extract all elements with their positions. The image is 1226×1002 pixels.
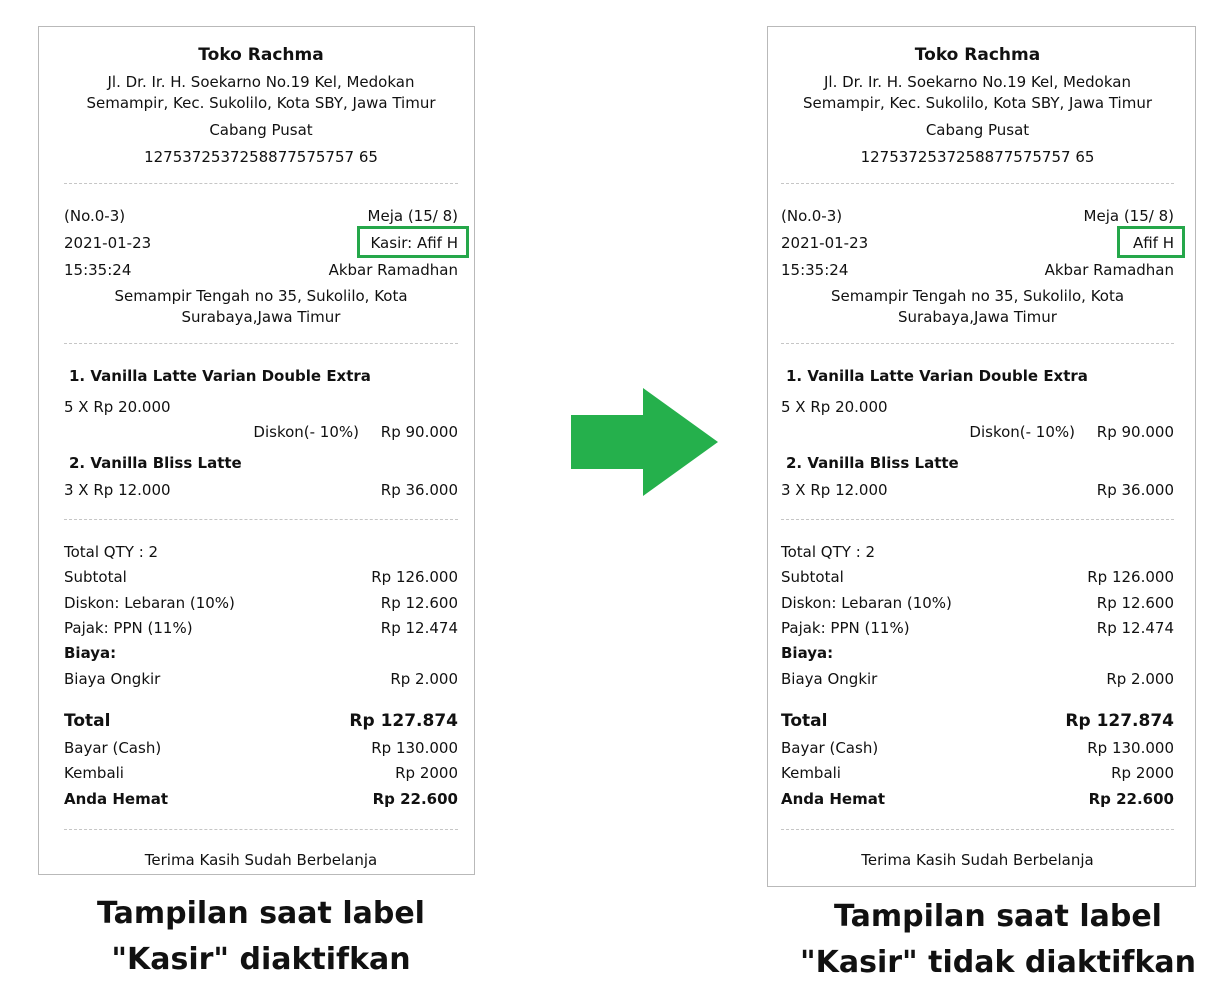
divider xyxy=(64,829,458,830)
store-branch: Cabang Pusat xyxy=(925,121,1030,139)
caption-line2: "Kasir" tidak diaktifkan xyxy=(799,945,1197,980)
item-discount: Diskon(- 10%) xyxy=(253,423,359,441)
caption-line1: Tampilan saat label xyxy=(834,899,1162,934)
item-name: 2. Vanilla Bliss Latte xyxy=(69,454,242,472)
store-address-line2: Semampir, Kec. Sukolilo, Kota SBY, Jawa Timur xyxy=(86,94,436,112)
order-time: 15:35:24 xyxy=(64,261,132,279)
store-name: Toko Rachma xyxy=(914,45,1041,65)
table-number: Meja (15/ 8) xyxy=(1083,207,1174,225)
cashier-highlight-box xyxy=(1117,226,1185,258)
arrow-right-icon xyxy=(571,388,719,498)
order-time: 15:35:24 xyxy=(781,261,849,279)
item-name: 1. Vanilla Latte Varian Double Extra xyxy=(69,367,371,385)
receipt-kasir-enabled: Toko Rachma Jl. Dr. Ir. H. Soekarno No.19 Kel, Medokan Semampir, Kec. Sukolilo, Kota SBY, Jawa Timur Cabang Pusat 1275372537258877575757 65 (No.0-3) Meja (15/ 8) 2021-01-23 Kasir: Afif H 15:35:24 Akbar Ramadhan Semampir Tengah no 35, Sukolilo, Kota Surabaya,Jawa Timur 1. Vanilla Latte Varian Double Extra 5 X Rp 20.000 Diskon(- 10%) Rp 90.000 2. Vanilla Bliss Latte 3 X Rp 12.000 Rp 36.000 Total QTY : 2 Subtotal Rp 126.000 Diskon: Lebaran (10%) Rp 12.600 Pajak: PPN (11%) Rp 12.474 Biaya: Biaya Ongkir Rp 2.000 Total Rp 127.874 Bayar (Cash) Rp 130.000 Kembali Rp 2000 Anda Hemat Rp 22.600 Terima Kasih Sudah Berbelanja xyxy=(38,26,475,875)
customer-name: Akbar Ramadhan xyxy=(328,261,458,279)
item-discount: Diskon(- 10%) xyxy=(969,423,1075,441)
store-branch: Cabang Pusat xyxy=(209,121,313,139)
caption-line1: Tampilan saat label xyxy=(97,896,425,931)
caption-line2: "Kasir" diaktifkan xyxy=(111,942,411,977)
customer-name: Akbar Ramadhan xyxy=(1044,261,1174,279)
item-qty-price: 3 X Rp 12.000 xyxy=(64,481,171,499)
divider xyxy=(64,343,458,344)
item-amount: Rp 36.000 xyxy=(1096,481,1174,499)
order-date: 2021-01-23 xyxy=(781,234,869,252)
divider xyxy=(781,343,1174,344)
store-name: Toko Rachma xyxy=(198,45,324,65)
item-qty-price: 3 X Rp 12.000 xyxy=(781,481,888,499)
divider xyxy=(781,183,1174,184)
order-date: 2021-01-23 xyxy=(64,234,152,252)
cashier-name: Afif H xyxy=(1132,234,1174,252)
item-amount: Rp 90.000 xyxy=(1096,423,1174,441)
order-number: (No.0-3) xyxy=(781,207,843,225)
store-address-line1: Jl. Dr. Ir. H. Soekarno No.19 Kel, Medokan xyxy=(824,73,1131,91)
receipt-kasir-disabled: Toko Rachma Jl. Dr. Ir. H. Soekarno No.19 Kel, Medokan Semampir, Kec. Sukolilo, Kota SBY, Jawa Timur Cabang Pusat 1275372537258877575757 65 (No.0-3) Meja (15/ 8) 2021-01-23 Afif H 15:35:24 Akbar Ramadhan Semampir Tengah no 35, Sukolilo, Kota Surabaya,Jawa Timur 1. Vanilla Latte Varian Double Extra 5 X Rp 20.000 Diskon(- 10%) Rp 90.000 2. Vanilla Bliss Latte 3 X Rp 12.000 Rp 36.000 Total QTY : 2 Subtotal Rp 126.000 Diskon: Lebaran (10%) Rp 12.600 Pajak: PPN (11%) Rp 12.474 Biaya: Biaya Ongkir Rp 2.000 Total Rp 127.874 Bayar (Cash) Rp 130.000 Kembali Rp 2000 Anda Hemat Rp 22.600 Terima Kasih Sudah Berbelanja xyxy=(767,26,1196,887)
item-amount: Rp 90.000 xyxy=(380,423,458,441)
store-phone: 1275372537258877575757 65 xyxy=(860,148,1095,166)
store-phone: 1275372537258877575757 65 xyxy=(144,148,378,166)
caption-kasir-disabled xyxy=(767,894,1226,986)
item-amount: Rp 36.000 xyxy=(380,481,458,499)
store-address-line2: Semampir, Kec. Sukolilo, Kota SBY, Jawa Timur xyxy=(802,94,1153,112)
cashier-label: Kasir: Afif H xyxy=(370,234,458,252)
divider xyxy=(64,519,458,520)
receipt-footer: Terima Kasih Sudah Berbelanja xyxy=(861,851,1094,869)
table-number: Meja (15/ 8) xyxy=(367,207,458,225)
customer-address-line2: Surabaya,Jawa Timur xyxy=(898,308,1057,326)
divider xyxy=(781,829,1174,830)
item-name: 1. Vanilla Latte Varian Double Extra xyxy=(786,367,1088,385)
customer-address-line1: Semampir Tengah no 35, Sukolilo, Kota xyxy=(114,287,408,305)
item-name: 2. Vanilla Bliss Latte xyxy=(786,454,959,472)
customer-address-line1: Semampir Tengah no 35, Sukolilo, Kota xyxy=(830,287,1125,305)
caption-kasir-enabled xyxy=(38,891,484,983)
customer-address-line2: Surabaya,Jawa Timur xyxy=(181,308,341,326)
cashier-highlight-box xyxy=(357,226,469,258)
divider xyxy=(64,183,458,184)
receipt-footer: Terima Kasih Sudah Berbelanja xyxy=(144,851,378,869)
divider xyxy=(781,519,1174,520)
store-address-line1: Jl. Dr. Ir. H. Soekarno No.19 Kel, Medokan xyxy=(107,73,415,91)
order-number: (No.0-3) xyxy=(64,207,126,225)
